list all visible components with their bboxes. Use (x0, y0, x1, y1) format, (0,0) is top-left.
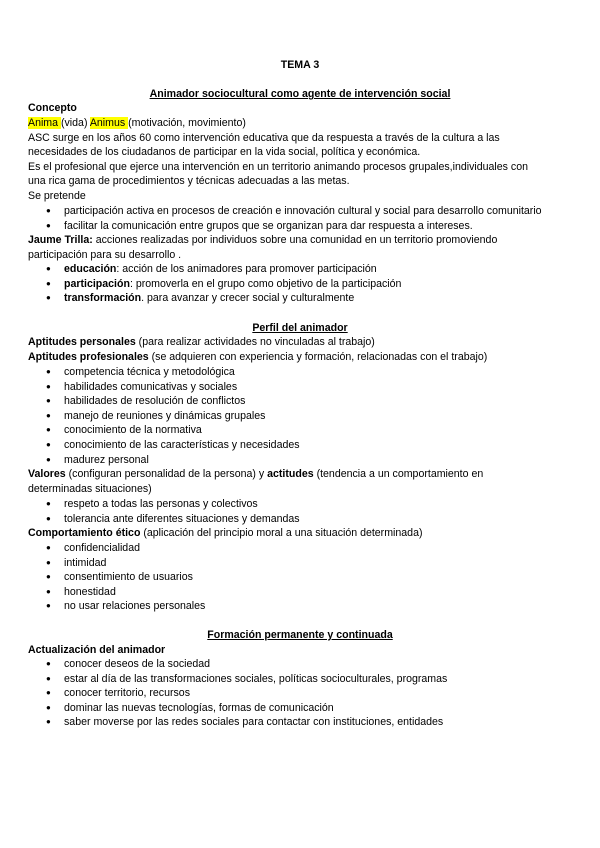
list-item-text: . para avanzar y crecer social y culturalmente (141, 292, 355, 305)
aptitudes-personales-line (28, 335, 375, 350)
aptitudes-personales-label: Aptitudes personales (28, 336, 136, 348)
list-item: ● competencia técnica y metodológica (46, 365, 300, 380)
section-heading-animador: Animador sociocultural como agente de intervención social (149, 88, 451, 100)
valores-label: Valores (28, 468, 66, 480)
movimiento-text: (motivación, movimiento) (128, 117, 246, 129)
list-item (46, 262, 401, 277)
list-item: ● conocimiento de las características y necesidades (46, 438, 300, 453)
list-item: ● consentimiento de usuarios (46, 570, 205, 585)
list-item-text: : acción de los animadores para promover participación (116, 263, 377, 275)
list-item: ● habilidades comunicativas y sociales (46, 380, 300, 395)
list-item: ● conocimiento de la normativa (46, 423, 300, 438)
trilla-label: Jaume Trilla: (28, 234, 93, 246)
trilla-text: acciones realizadas por individuos sobre una comunidad en un territorio promoviendo (92, 234, 498, 246)
trilla-line-1 (28, 233, 497, 248)
trilla-list (46, 262, 401, 306)
list-item: ● madurez personal (46, 453, 300, 468)
asc-line-2: necesidades de los ciudadanos de participar en la vida social, política y económica. (28, 146, 421, 158)
list-item (46, 277, 401, 292)
aptitudes-profesionales-label: Aptitudes profesionales (28, 351, 149, 363)
list-item: ● habilidades de resolución de conflictos (46, 394, 300, 409)
list-item-text: : promoverla en el grupo como objetivo de la participación (129, 277, 402, 290)
list-item-term: transformación (64, 292, 142, 305)
list-item: ● conocer deseos de la sociedad (46, 657, 447, 672)
section-heading-perfil: Perfil del animador (252, 322, 348, 334)
vida-text: (vida) (60, 117, 90, 129)
animus-highlight: Animus (89, 117, 129, 129)
actitudes-text: (tendencia a un comportamiento en (313, 468, 484, 480)
actualizacion-label: Actualización del animador (28, 644, 166, 656)
actitudes-label: actitudes (267, 468, 314, 480)
list-item: ● manejo de reuniones y dinámicas grupales (46, 409, 300, 424)
list-item: ● respeto a todas las personas y colectivos (46, 497, 300, 512)
etico-text: (aplicación del principio moral a una situación determinada) (140, 527, 423, 539)
list-item: ● confidencialidad (46, 541, 205, 556)
etico-line (28, 526, 423, 541)
aptitudes-profesionales-line (28, 350, 487, 365)
concepto-label: Concepto (28, 102, 77, 114)
etico-list (46, 541, 205, 614)
trilla-line-2: participación para su desarrollo . (28, 249, 182, 261)
list-item: ● tolerancia ante diferentes situaciones y demandas (46, 512, 300, 527)
list-item: ● intimidad (46, 556, 205, 571)
list-item: ● facilitar la comunicación entre grupos que se organizan para dar respuesta a intereses. (46, 219, 542, 234)
asc-line-1: ASC surge en los años 60 como intervención educativa que da respuesta a través de la cultura a las (28, 132, 500, 144)
aptitudes-personales-text: (para realizar actividades no vinculadas al trabajo) (135, 336, 375, 348)
list-item: ● honestidad (46, 585, 205, 600)
valores-line-1 (28, 467, 483, 482)
valores-line-2: determinadas situaciones) (28, 483, 152, 495)
profesionales-list (46, 365, 300, 467)
actualizacion-list (46, 657, 447, 730)
anima-highlight: Anima (28, 117, 61, 129)
pretende-list (46, 204, 542, 233)
document-title: TEMA 3 (280, 59, 320, 71)
profesional-line-1: Es el profesional que ejerce una intervención en un territorio animando procesos grupales,individuales con (28, 161, 528, 173)
list-item: ● no usar relaciones personales (46, 599, 205, 614)
list-item: ● estar al día de las transformaciones sociales, políticas socioculturales, programas (46, 672, 447, 687)
list-item: ● conocer territorio, recursos (46, 686, 447, 701)
list-item: ● saber moverse por las redes sociales para contactar con instituciones, entidades (46, 715, 447, 730)
section-heading-formacion: Formación permanente y continuada (207, 629, 393, 641)
list-item-term: participación (64, 277, 130, 290)
list-item: ● participación activa en procesos de creación e innovación cultural y social para desarrollo comunitario (46, 204, 542, 219)
aptitudes-profesionales-text: (se adquieren con experiencia y formación, relacionadas con el trabajo) (148, 351, 488, 363)
profesional-line-2: una rica gama de procedimientos y técnicas adecuadas a las metas. (28, 175, 350, 187)
valores-list (46, 497, 300, 526)
etico-label: Comportamiento ético (28, 527, 141, 539)
list-item: ● dominar las nuevas tecnologías, formas de comunicación (46, 701, 447, 716)
valores-text: (configuran personalidad de la persona) y (65, 468, 268, 480)
anima-animus-line (28, 116, 246, 131)
list-item-term: educación (64, 263, 117, 275)
list-item (46, 291, 401, 306)
se-pretende-label: Se pretende (28, 190, 86, 202)
